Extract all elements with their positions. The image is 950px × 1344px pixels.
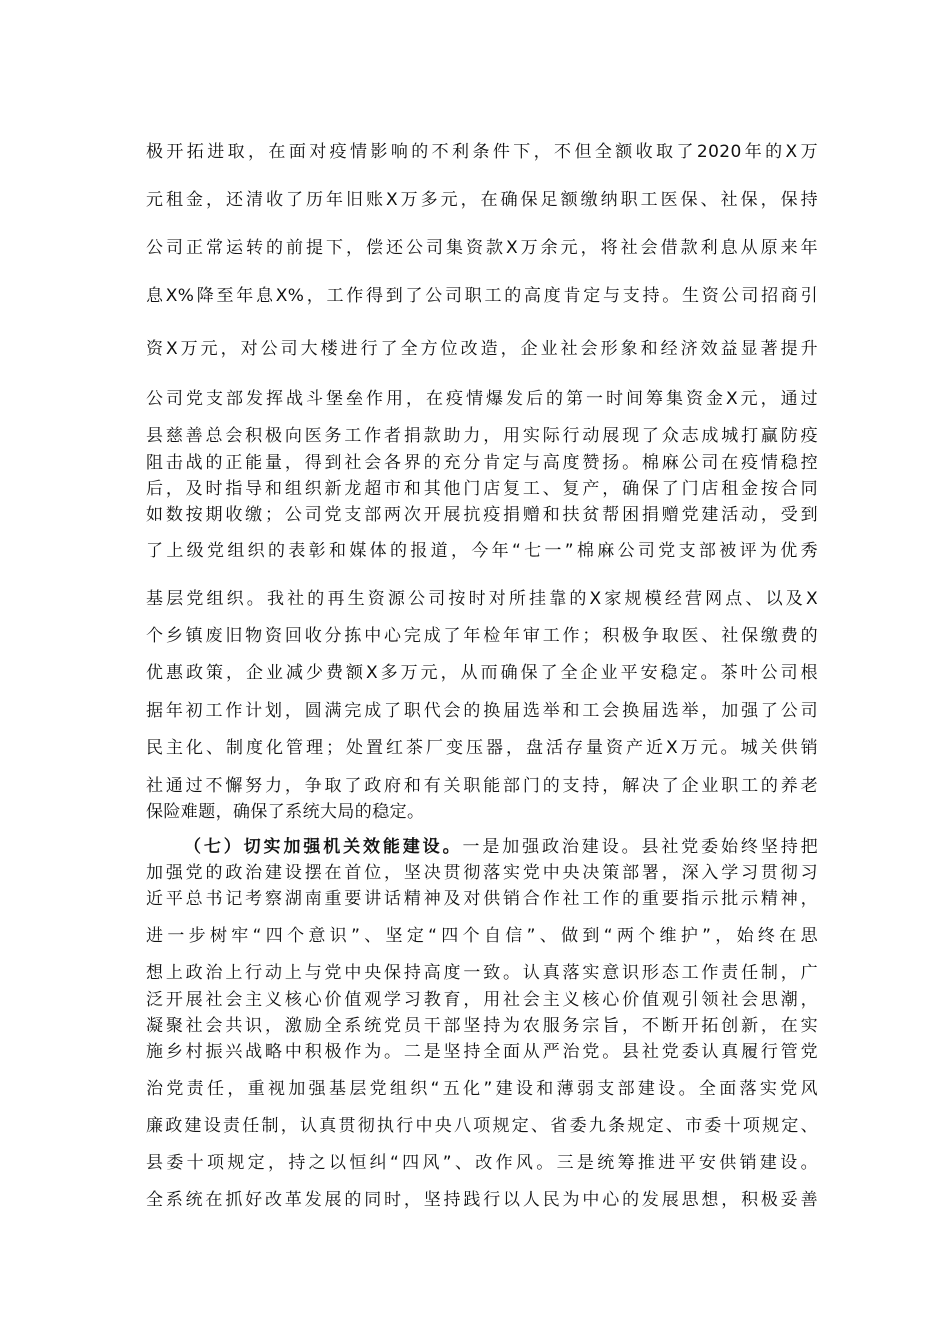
- text-line: 后，及时指导和组织新龙超市和其他门店复工、复产，确保了门店租金按合同: [146, 479, 818, 499]
- text-line: 县委十项规定，持之以恒纠“四风”、改作风。三是统筹推进平安供销建设。: [146, 1153, 818, 1173]
- text-segment: 一是加强政治建设。县社党委始终坚持把: [462, 837, 818, 857]
- text-line: 施乡村振兴战略中积极作为。二是坚持全面从严治党。县社党委认真履行管党: [146, 1042, 818, 1062]
- text-line: 如数按期收缴；公司党支部两次开展抗疫捐赠和扶贫帮困捐赠党建活动，受到: [146, 505, 818, 525]
- text-line: 优惠政策，企业减少费额X多万元，从而确保了全企业平安稳定。茶叶公司根: [146, 663, 818, 683]
- text-line: 想上政治上行动上与党中央保持高度一致。认真落实意识形态工作责任制，广: [146, 963, 818, 983]
- text-line: 极开拓进取，在面对疫情影响的不利条件下，不但全额收取了2020年的X万: [146, 142, 818, 162]
- text-line: 元租金，还清收了历年旧账X万多元，在确保足额缴纳职工医保、社保，保持: [146, 190, 818, 210]
- text-line: 据年初工作计划，圆满完成了职代会的换届选举和工会换届选举，加强了公司: [146, 701, 818, 721]
- text-line: 资X万元，对公司大楼进行了全方位改造，企业社会形象和经济效益显著提升: [146, 339, 818, 359]
- text-line: 进一步树牢“四个意识”、坚定“四个自信”、做到“两个维护”，始终在思: [146, 926, 818, 946]
- text-line: 社通过不懈努力，争取了政府和有关职能部门的支持，解决了企业职工的养老: [146, 776, 818, 796]
- text-line: 保险难题，确保了系统大局的稳定。: [146, 802, 425, 822]
- text-line: 基层党组织。我社的再生资源公司按时对所挂靠的X家规模经营网点、以及X: [146, 589, 818, 609]
- text-line: 了上级党组织的表彰和媒体的报道，今年“七一”棉麻公司党支部被评为优秀: [146, 541, 818, 561]
- text-line: 治党责任，重视加强基层党组织“五化”建设和薄弱支部建设。全面落实党风: [146, 1079, 818, 1099]
- text-line: 加强党的政治建设摆在首位，坚决贯彻落实党中央决策部署，深入学习贯彻习: [146, 863, 818, 883]
- text-line: 县慈善总会积极向医务工作者捐款助力，用实际行动展现了众志成城打赢防疫: [146, 426, 818, 446]
- text-line: 泛开展社会主义核心价值观学习教育，用社会主义核心价值观引领社会思潮，: [146, 990, 818, 1010]
- section-heading: （七）切实加强机关效能建设。: [184, 837, 463, 857]
- section-heading-line: [184, 835, 818, 859]
- text-line: 公司正常运转的前提下，偿还公司集资款X万余元，将社会借款利息从原来年: [146, 238, 818, 258]
- text-line: 息X%降至年息X%，工作得到了公司职工的高度肯定与支持。生资公司招商引: [146, 286, 818, 306]
- text-line: 近平总书记考察湖南重要讲话精神及对供销合作社工作的重要指示批示精神，: [146, 889, 818, 909]
- text-line: 廉政建设责任制，认真贯彻执行中央八项规定、省委九条规定、市委十项规定、: [146, 1116, 818, 1136]
- text-line: 凝聚社会共识，激励全系统党员干部坚持为农服务宗旨，不断开拓创新，在实: [146, 1016, 818, 1036]
- text-line: 阻击战的正能量，得到社会各界的充分肯定与高度赞扬。棉麻公司在疫情稳控: [146, 453, 818, 473]
- text-line: 民主化、制度化管理；处置红茶厂变压器，盘活存量资产近X万元。城关供销: [146, 738, 818, 758]
- text-line: 公司党支部发挥战斗堡垒作用，在疫情爆发后的第一时间筹集资金X元，通过: [146, 389, 818, 409]
- text-line: 个乡镇废旧物资回收分拣中心完成了年检年审工作；积极争取医、社保缴费的: [146, 626, 818, 646]
- text-line: 全系统在抓好改革发展的同时，坚持践行以人民为中心的发展思想，积极妥善: [146, 1190, 818, 1210]
